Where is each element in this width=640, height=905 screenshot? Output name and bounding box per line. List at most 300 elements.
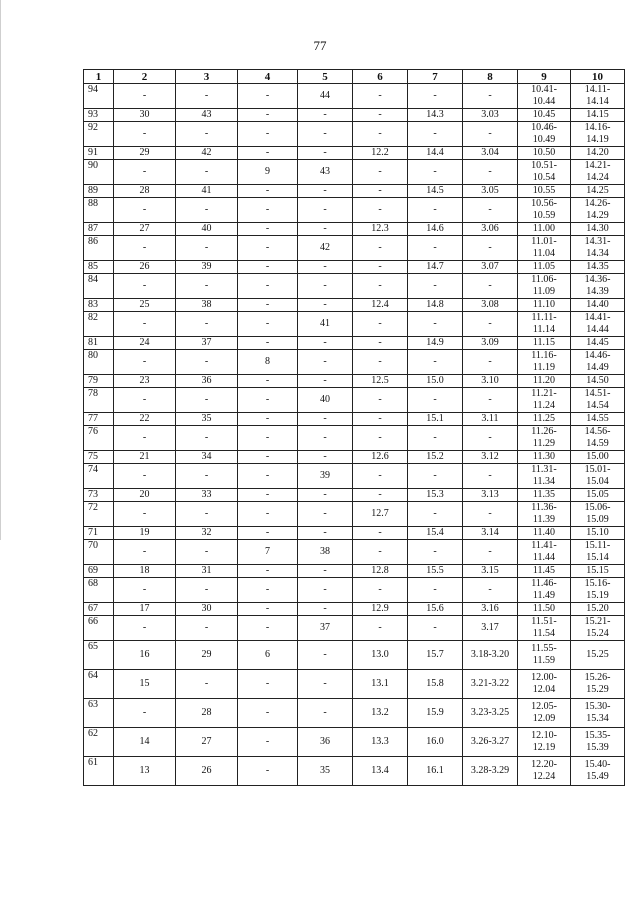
table-row — [84, 198, 625, 223]
table-cell: 41 — [176, 185, 238, 198]
table-cell: - — [298, 147, 353, 160]
table-cell: 27 — [176, 728, 238, 757]
table-cell: 16.0 — [408, 728, 463, 757]
table-cell: 37 — [176, 337, 238, 350]
table-row — [84, 540, 625, 565]
table-cell: 11.55- 11.59 — [518, 641, 571, 670]
table-cell: 14.41- 14.44 — [571, 312, 625, 337]
table-row — [84, 274, 625, 299]
table-cell: 41 — [298, 312, 353, 337]
table-cell: - — [114, 616, 176, 641]
table-cell: - — [463, 350, 518, 375]
table-cell: 15.2 — [408, 451, 463, 464]
table-cell: - — [353, 464, 408, 489]
table-cell: 69 — [84, 565, 114, 578]
table-cell: 44 — [298, 84, 353, 109]
table-cell: - — [463, 388, 518, 413]
table-cell: 15.11- 15.14 — [571, 540, 625, 565]
table-cell: 10.45 — [518, 109, 571, 122]
table-cell: 73 — [84, 489, 114, 502]
table-cell: 71 — [84, 527, 114, 540]
table-row — [84, 578, 625, 603]
table-cell: 3.03 — [463, 109, 518, 122]
table-cell: - — [298, 451, 353, 464]
table-row — [84, 375, 625, 388]
column-header: 9 — [518, 70, 571, 84]
table-row — [84, 299, 625, 312]
table-cell: - — [353, 198, 408, 223]
table-cell: - — [353, 527, 408, 540]
table-cell: - — [298, 375, 353, 388]
table-cell: 15.15 — [571, 565, 625, 578]
table-cell: 33 — [176, 489, 238, 502]
table-cell: - — [408, 426, 463, 451]
table-cell: - — [176, 670, 238, 699]
table-cell: 14.50 — [571, 375, 625, 388]
table-cell: - — [408, 274, 463, 299]
table-cell: - — [114, 198, 176, 223]
table-cell: - — [353, 578, 408, 603]
table-cell: 20 — [114, 489, 176, 502]
table-cell: - — [298, 502, 353, 527]
table-cell: 15.5 — [408, 565, 463, 578]
table-cell: 26 — [176, 757, 238, 786]
table-cell: 23 — [114, 375, 176, 388]
table-cell: 3.14 — [463, 527, 518, 540]
table-cell: - — [353, 122, 408, 147]
table-cell: 89 — [84, 185, 114, 198]
table-cell: 22 — [114, 413, 176, 426]
table-cell: - — [114, 236, 176, 261]
table-cell: - — [298, 426, 353, 451]
table-cell: 11.26- 11.29 — [518, 426, 571, 451]
table-cell: - — [408, 388, 463, 413]
table-cell: - — [176, 426, 238, 451]
table-cell: 70 — [84, 540, 114, 565]
table-cell: - — [463, 274, 518, 299]
table-cell: - — [408, 350, 463, 375]
table-cell: - — [238, 223, 298, 236]
table-cell: - — [408, 540, 463, 565]
table-cell: 14.56- 14.59 — [571, 426, 625, 451]
table-cell: - — [298, 223, 353, 236]
table-cell: 11.51- 11.54 — [518, 616, 571, 641]
table-cell: 13.3 — [353, 728, 408, 757]
table-cell: 3.11 — [463, 413, 518, 426]
table-row — [84, 502, 625, 527]
table-cell: 15.8 — [408, 670, 463, 699]
table-cell: 11.16- 11.19 — [518, 350, 571, 375]
table-cell: - — [176, 274, 238, 299]
table-cell: - — [114, 84, 176, 109]
table-cell: 14.21- 14.24 — [571, 160, 625, 185]
table-cell: - — [238, 84, 298, 109]
table-cell: 15.0 — [408, 375, 463, 388]
table-body — [84, 84, 625, 786]
table-cell: 3.09 — [463, 337, 518, 350]
table-cell: - — [408, 578, 463, 603]
table-cell: 12.8 — [353, 565, 408, 578]
table-cell: 30 — [114, 109, 176, 122]
table-cell: 14.45 — [571, 337, 625, 350]
table-cell: - — [298, 274, 353, 299]
table-cell: 3.16 — [463, 603, 518, 616]
column-header: 10 — [571, 70, 625, 84]
table-cell: 14.55 — [571, 413, 625, 426]
table-cell: - — [238, 565, 298, 578]
table-cell: 13.1 — [353, 670, 408, 699]
table-cell: 13.2 — [353, 699, 408, 728]
table-cell: 11.05 — [518, 261, 571, 274]
table-cell: 15.7 — [408, 641, 463, 670]
table-row — [84, 464, 625, 489]
table-cell: 14 — [114, 728, 176, 757]
table-cell: 15.1 — [408, 413, 463, 426]
table-cell: 11.30 — [518, 451, 571, 464]
table-cell: 11.00 — [518, 223, 571, 236]
table-cell: - — [408, 502, 463, 527]
table-cell: - — [176, 236, 238, 261]
table-cell: - — [353, 160, 408, 185]
table-cell: - — [298, 565, 353, 578]
table-cell: 90 — [84, 160, 114, 185]
table-cell: 14.30 — [571, 223, 625, 236]
table-cell: - — [298, 109, 353, 122]
table-cell: - — [176, 616, 238, 641]
table-cell: 14.5 — [408, 185, 463, 198]
table-cell: 15.20 — [571, 603, 625, 616]
table-row — [84, 603, 625, 616]
table-row — [84, 223, 625, 236]
table-cell: 74 — [84, 464, 114, 489]
table-cell: 11.31- 11.34 — [518, 464, 571, 489]
table-cell: - — [353, 312, 408, 337]
table-cell: 3.10 — [463, 375, 518, 388]
table-cell: - — [463, 502, 518, 527]
table-cell: - — [114, 426, 176, 451]
table-cell: 15.30- 15.34 — [571, 699, 625, 728]
table-cell: 79 — [84, 375, 114, 388]
table-cell: - — [238, 337, 298, 350]
table-cell: 14.20 — [571, 147, 625, 160]
table-cell: 3.17 — [463, 616, 518, 641]
table-cell: - — [114, 122, 176, 147]
table-row — [84, 426, 625, 451]
table-row — [84, 641, 625, 670]
table-cell: - — [298, 299, 353, 312]
table-row — [84, 489, 625, 502]
table-cell: - — [238, 451, 298, 464]
table-row — [84, 757, 625, 786]
table-cell: - — [114, 464, 176, 489]
table-cell: 3.26-3.27 — [463, 728, 518, 757]
table-cell: 29 — [176, 641, 238, 670]
table-cell: - — [298, 670, 353, 699]
table-cell: - — [298, 641, 353, 670]
table-cell: 88 — [84, 198, 114, 223]
table-cell: 6 — [238, 641, 298, 670]
table-cell: - — [353, 274, 408, 299]
table-cell: 61 — [84, 757, 114, 786]
table-cell: 82 — [84, 312, 114, 337]
table-cell: - — [238, 489, 298, 502]
table-cell: 14.11- 14.14 — [571, 84, 625, 109]
data-table — [83, 69, 625, 786]
table-cell: 14.3 — [408, 109, 463, 122]
table-cell: - — [238, 299, 298, 312]
table-cell: 40 — [176, 223, 238, 236]
table-cell: 15.25 — [571, 641, 625, 670]
table-cell: 10.56- 10.59 — [518, 198, 571, 223]
table-cell: - — [353, 388, 408, 413]
table-cell: - — [353, 413, 408, 426]
table-cell: 3.23-3.25 — [463, 699, 518, 728]
table-cell: - — [114, 540, 176, 565]
table-cell: - — [114, 388, 176, 413]
table-cell: 10.46- 10.49 — [518, 122, 571, 147]
table-cell: 8 — [238, 350, 298, 375]
table-cell: - — [176, 198, 238, 223]
table-row — [84, 527, 625, 540]
table-cell: 13 — [114, 757, 176, 786]
table-cell: - — [353, 540, 408, 565]
table-cell: 64 — [84, 670, 114, 699]
table-cell: 14.31- 14.34 — [571, 236, 625, 261]
table-cell: 14.9 — [408, 337, 463, 350]
table-cell: 31 — [176, 565, 238, 578]
table-cell: - — [238, 728, 298, 757]
table-cell: 62 — [84, 728, 114, 757]
table-cell: 15.01- 15.04 — [571, 464, 625, 489]
page-edge-shadow — [0, 0, 1, 540]
table-cell: - — [238, 578, 298, 603]
page-number: 77 — [313, 38, 327, 53]
table-cell: 11.40 — [518, 527, 571, 540]
table-cell: 9 — [238, 160, 298, 185]
table-cell: 15.21- 15.24 — [571, 616, 625, 641]
table-cell: - — [353, 236, 408, 261]
table-cell: - — [298, 489, 353, 502]
table-cell: - — [176, 312, 238, 337]
table-cell: - — [463, 312, 518, 337]
table-cell: - — [176, 502, 238, 527]
table-cell: - — [176, 160, 238, 185]
table-row — [84, 312, 625, 337]
column-header: 7 — [408, 70, 463, 84]
table-cell: 12.05- 12.09 — [518, 699, 571, 728]
table-cell: - — [298, 578, 353, 603]
table-cell: - — [114, 160, 176, 185]
table-row — [84, 670, 625, 699]
table-cell: - — [298, 350, 353, 375]
table-cell: 36 — [176, 375, 238, 388]
table-row — [84, 147, 625, 160]
table-cell: 92 — [84, 122, 114, 147]
table-cell: 11.46- 11.49 — [518, 578, 571, 603]
table-cell: 12.4 — [353, 299, 408, 312]
table-cell: 15.3 — [408, 489, 463, 502]
table-cell: 15.9 — [408, 699, 463, 728]
table-cell: 11.36- 11.39 — [518, 502, 571, 527]
table-cell: 3.15 — [463, 565, 518, 578]
table-cell: 15.26- 15.29 — [571, 670, 625, 699]
table-row — [84, 350, 625, 375]
table-row — [84, 413, 625, 426]
column-header: 6 — [353, 70, 408, 84]
table-cell: 37 — [298, 616, 353, 641]
table-cell: 13.4 — [353, 757, 408, 786]
table-cell: 63 — [84, 699, 114, 728]
table-cell: 14.15 — [571, 109, 625, 122]
table-cell: 28 — [114, 185, 176, 198]
table-row — [84, 109, 625, 122]
table-cell: 28 — [176, 699, 238, 728]
table-cell: 3.28-3.29 — [463, 757, 518, 786]
table-cell: 83 — [84, 299, 114, 312]
table-cell: - — [238, 527, 298, 540]
table-cell: - — [238, 375, 298, 388]
table-cell: 11.45 — [518, 565, 571, 578]
table-cell: 14.7 — [408, 261, 463, 274]
table-cell: - — [238, 122, 298, 147]
table-cell: 12.9 — [353, 603, 408, 616]
table-cell: 78 — [84, 388, 114, 413]
table-cell: 10.50 — [518, 147, 571, 160]
table-cell: 11.11- 11.14 — [518, 312, 571, 337]
table-cell: - — [298, 413, 353, 426]
column-header: 2 — [114, 70, 176, 84]
table-cell: 12.10- 12.19 — [518, 728, 571, 757]
table-cell: 39 — [298, 464, 353, 489]
table-cell: 3.21-3.22 — [463, 670, 518, 699]
table-cell: - — [298, 337, 353, 350]
table-row — [84, 236, 625, 261]
table-cell: 11.50 — [518, 603, 571, 616]
table-cell: - — [238, 670, 298, 699]
table-cell: 14.4 — [408, 147, 463, 160]
table-row — [84, 160, 625, 185]
table-cell: 3.04 — [463, 147, 518, 160]
table-cell: 11.25 — [518, 413, 571, 426]
table-cell: 12.5 — [353, 375, 408, 388]
table-cell: - — [463, 236, 518, 261]
table-cell: 12.20- 12.24 — [518, 757, 571, 786]
table-cell: 24 — [114, 337, 176, 350]
table-cell: 81 — [84, 337, 114, 350]
table-cell: 11.35 — [518, 489, 571, 502]
table-cell: 11.10 — [518, 299, 571, 312]
table-cell: 11.20 — [518, 375, 571, 388]
table-cell: 11.06- 11.09 — [518, 274, 571, 299]
table-cell: 35 — [176, 413, 238, 426]
table-cell: - — [463, 160, 518, 185]
table-cell: 66 — [84, 616, 114, 641]
table-cell: 7 — [238, 540, 298, 565]
table-cell: 91 — [84, 147, 114, 160]
table-cell: - — [238, 413, 298, 426]
table-row — [84, 728, 625, 757]
table-cell: - — [176, 122, 238, 147]
table-cell: 11.21- 11.24 — [518, 388, 571, 413]
table-cell: - — [353, 426, 408, 451]
table-cell: - — [298, 261, 353, 274]
table-cell: - — [353, 261, 408, 274]
table-cell: 10.55 — [518, 185, 571, 198]
table-cell: - — [353, 84, 408, 109]
column-header: 8 — [463, 70, 518, 84]
table-cell: 15.10 — [571, 527, 625, 540]
table-cell: 77 — [84, 413, 114, 426]
table-row — [84, 451, 625, 464]
table-cell: 3.12 — [463, 451, 518, 464]
table-cell: - — [238, 312, 298, 337]
table-cell: 76 — [84, 426, 114, 451]
table-row — [84, 185, 625, 198]
table-cell: 39 — [176, 261, 238, 274]
table-cell: 17 — [114, 603, 176, 616]
table-cell: - — [353, 337, 408, 350]
table-cell: 15.6 — [408, 603, 463, 616]
table-cell: - — [463, 122, 518, 147]
table-cell: - — [408, 616, 463, 641]
table-cell: 80 — [84, 350, 114, 375]
table-cell: 34 — [176, 451, 238, 464]
table-cell: - — [353, 489, 408, 502]
table-cell: - — [238, 147, 298, 160]
table-cell: 75 — [84, 451, 114, 464]
table-cell: - — [463, 464, 518, 489]
table-cell: 3.07 — [463, 261, 518, 274]
table-cell: 21 — [114, 451, 176, 464]
table-row — [84, 122, 625, 147]
table-cell: - — [298, 185, 353, 198]
table-cell: 94 — [84, 84, 114, 109]
table-cell: 15.4 — [408, 527, 463, 540]
table-cell: - — [463, 540, 518, 565]
table-cell: - — [408, 84, 463, 109]
table-cell: 43 — [298, 160, 353, 185]
table-cell: - — [114, 502, 176, 527]
table-cell: 42 — [298, 236, 353, 261]
table-cell: 16 — [114, 641, 176, 670]
table-cell: 43 — [176, 109, 238, 122]
table-cell: 16.1 — [408, 757, 463, 786]
table-cell: - — [463, 84, 518, 109]
table-cell: 25 — [114, 299, 176, 312]
table-cell: 14.51- 14.54 — [571, 388, 625, 413]
table-cell: 35 — [298, 757, 353, 786]
column-header: 1 — [84, 70, 114, 84]
table-cell: - — [238, 603, 298, 616]
table-cell: - — [114, 699, 176, 728]
table-cell: 93 — [84, 109, 114, 122]
table-cell: 30 — [176, 603, 238, 616]
table-cell: 72 — [84, 502, 114, 527]
table-cell: - — [238, 426, 298, 451]
table-cell: - — [298, 198, 353, 223]
table-cell: 14.36- 14.39 — [571, 274, 625, 299]
table-cell: - — [114, 578, 176, 603]
table-cell: - — [408, 312, 463, 337]
table-cell: 67 — [84, 603, 114, 616]
table-cell: 12.6 — [353, 451, 408, 464]
table-cell: 65 — [84, 641, 114, 670]
table-cell: 10.41- 10.44 — [518, 84, 571, 109]
table-cell: - — [114, 350, 176, 375]
table-cell: 42 — [176, 147, 238, 160]
table-cell: 11.01- 11.04 — [518, 236, 571, 261]
table-cell: - — [463, 578, 518, 603]
